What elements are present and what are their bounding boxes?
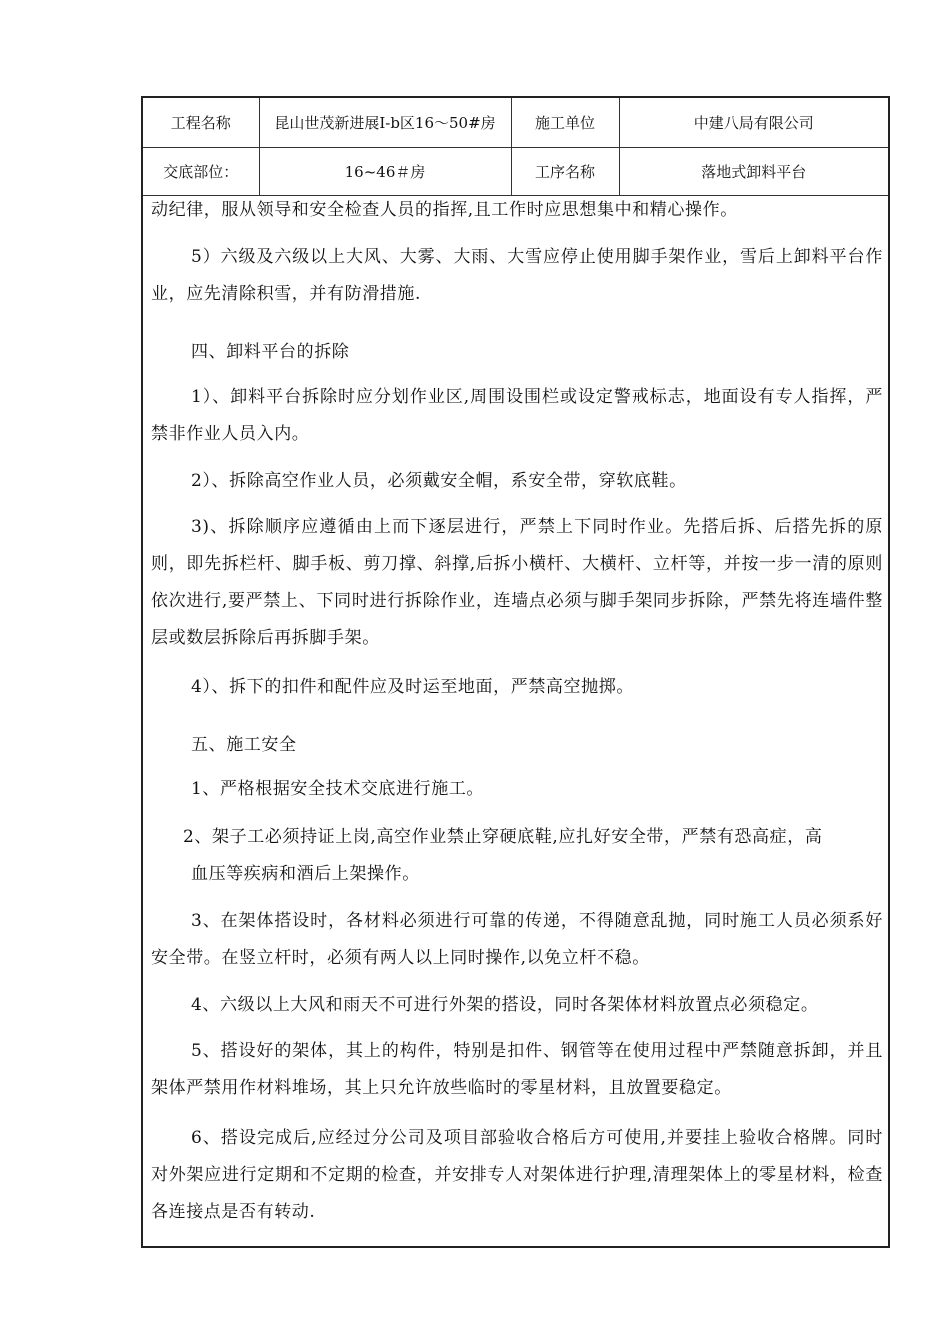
safety-item-1: 1、严格根据安全技术交底进行施工。 xyxy=(191,779,485,799)
constructor-value: 中建八局有限公司 xyxy=(619,98,888,148)
location-label: 交底部位： xyxy=(143,148,259,196)
dismantle-item-2: 2）、拆除高空作业人员，必须戴安全帽，系安全带，穿软底鞋。 xyxy=(191,471,687,491)
project-name-label: 工程名称 xyxy=(143,98,259,148)
section-heading-5: 五、施工安全 xyxy=(191,735,297,755)
safety-item-2-line-2: 血压等疾病和酒后上架操作。 xyxy=(191,864,420,884)
project-name-value: 昆山世茂新进展I-b区16～50#房 xyxy=(259,98,511,148)
location-value: 16~46＃房 xyxy=(259,148,511,196)
document-frame xyxy=(141,96,890,1248)
dismantle-item-1: 1）、卸料平台拆除时应分划作业区,周围设围栏或设定警戒标志，地面设有专人指挥，严禁非作业人员入内。 xyxy=(151,387,883,444)
safety-item-4: 4、六级以上大风和雨天不可进行外架的搭设，同时各架体材料放置点必须稳定。 xyxy=(191,995,819,1015)
header-row-location xyxy=(143,148,888,196)
dismantle-item-3: 3)、拆除顺序应遵循由上而下逐层进行，严禁上下同时作业。先搭后拆、后搭先拆的原则，即先拆栏杆、脚手板、剪刀撑、斜撑,后拆小横杆、大横杆、立杆等，并按一步一清的原则依次进行,要严禁上、下同时进行拆除作业，连墙点必须与脚手架同步拆除，严禁先将连墙件整层或数层拆除后再拆脚手架。 xyxy=(151,517,883,648)
header-row-project xyxy=(143,98,888,148)
header-table xyxy=(143,98,888,196)
safety-item-2-line-1: 2、架子工必须持证上岗,高空作业禁止穿硬底鞋,应扎好安全带，严禁有恐高症，高 xyxy=(183,827,823,847)
constructor-label: 施工单位 xyxy=(511,98,619,148)
process-label: 工序名称 xyxy=(511,148,619,196)
process-value: 落地式卸料平台 xyxy=(619,148,888,196)
section-heading-4: 四、卸料平台的拆除 xyxy=(191,342,350,362)
safety-item-6: 6、搭设完成后,应经过分公司及项目部验收合格后方可使用,并要挂上验收合格牌。同时对外架应进行定期和不定期的检查，并安排专人对架体进行护理,清理架体上的零星材料，检查各连接点是否有转动. xyxy=(151,1128,883,1222)
paragraph-continued: 动纪律，服从领导和安全检查人员的指挥,且工作时应思想集中和精心操作。 xyxy=(151,200,738,220)
dismantle-item-4: 4）、拆下的扣件和配件应及时运至地面，严禁高空抛掷。 xyxy=(191,677,634,697)
safety-item-5: 5、搭设好的架体，其上的构件，特别是扣件、钢管等在使用过程中严禁随意拆卸，并且架体严禁用作材料堆场，其上只允许放些临时的零星材料，且放置要稳定。 xyxy=(151,1041,883,1098)
paragraph-5-weather: 5）六级及六级以上大风、大雾、大雨、大雪应停止使用脚手架作业，雪后上卸料平台作业，应先清除积雪，并有防滑措施. xyxy=(151,247,883,304)
safety-item-3: 3、在架体搭设时，各材料必须进行可靠的传递，不得随意乱抛，同时施工人员必须系好安全带。在竖立杆时，必须有两人以上同时操作,以免立杆不稳。 xyxy=(151,911,883,968)
